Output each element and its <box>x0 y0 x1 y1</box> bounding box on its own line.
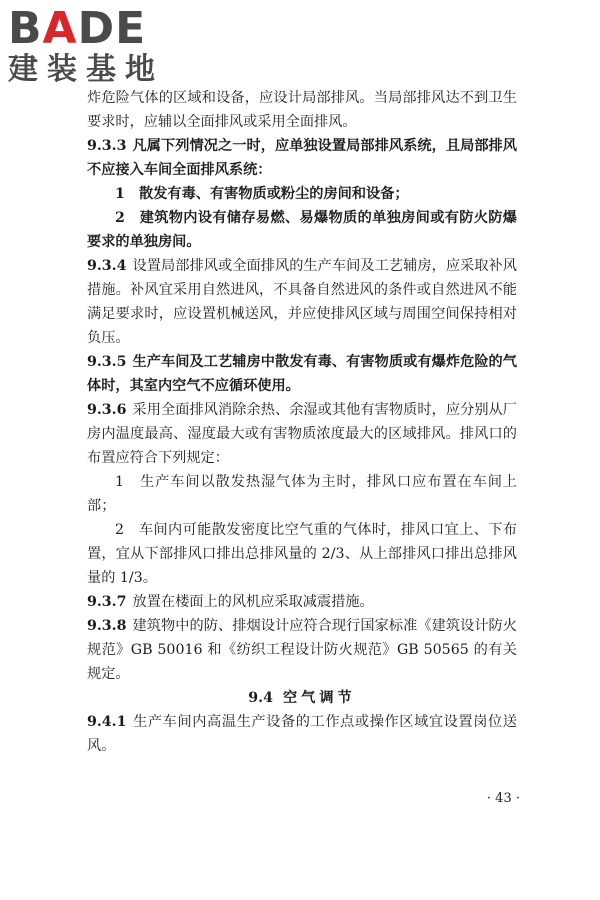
section-title-text: 空气调节 <box>282 690 356 706</box>
bade-logo <box>8 4 178 88</box>
logo-cjk-text: 建装基地 <box>8 52 164 87</box>
clause-9-3-6 <box>87 398 517 470</box>
clause-9-3-4 <box>87 254 517 350</box>
logo-letter-b: B <box>8 3 43 54</box>
continued-paragraph: 炸危险气体的区域和设备，应设计局部排风。当局部排风达不到卫生要求时，应辅以全面排风或采用全面排风。 <box>87 90 517 130</box>
clause-text: 建筑物中的防、排烟设计应符合现行国家标准《建筑设计防火规范》GB 50016 和《纺织工程设计防火规范》GB 50565 的有关规定。 <box>87 618 517 682</box>
clause-text: 放置在楼面上的风机应采取减震措施。 <box>132 594 374 610</box>
clause-number: 9.3.7 <box>87 594 127 610</box>
clause-9-4-1 <box>87 710 517 758</box>
clause-number: 9.3.4 <box>87 258 127 274</box>
clause-text: 凡属下列情况之一时，应单独设置局部排风系统，且局部排风不应接入车间全面排风系统： <box>87 138 517 178</box>
clause-number: 9.3.8 <box>87 618 127 634</box>
clause-number: 9.3.3 <box>87 138 127 154</box>
clause-text: 生产车间内高温生产设备的工作点或操作区域宜设置岗位送风。 <box>87 714 517 754</box>
section-number: 9.4 <box>248 690 273 706</box>
clause-9-3-8 <box>87 614 517 686</box>
clause-text: 采用全面排风消除余热、余湿或其他有害物质时，应分别从厂房内温度最高、湿度最大或有害物质浓度最大的区域排风。排风口的布置应符合下列规定： <box>87 402 517 466</box>
clause-9-3-3 <box>87 134 517 182</box>
logo-letter-a-accent: A <box>42 3 78 54</box>
clause-9-3-6-item-2: 2 车间内可能散发密度比空气重的气体时，排风口宜上、下布置，宜从下部排风口排出总排风量的 2/3、从上部排风口排出总排风量的 1/3。 <box>87 522 517 586</box>
clause-number: 9.3.6 <box>87 402 127 418</box>
logo-latin-text <box>8 4 178 54</box>
clause-text: 生产车间及工艺辅房中散发有毒、有害物质或有爆炸危险的气体时，其室内空气不应循环使用。 <box>87 354 517 394</box>
clause-number: 9.4.1 <box>87 714 127 730</box>
clause-number: 9.3.5 <box>87 354 127 370</box>
clause-9-3-3-item-2: 2 建筑物内设有储存易燃、易爆物质的单独房间或有防火防爆要求的单独房间。 <box>87 210 517 250</box>
clause-text: 设置局部排风或全面排风的生产车间及工艺辅房，应采取补风措施。补风宜采用自然进风，不具备自然进风的条件或自然进风不能满足要求时，应设置机械送风，并应使排风区域与周围空间保持相对负压。 <box>87 258 517 346</box>
section-heading-9-4 <box>87 686 517 710</box>
page-body <box>87 86 517 758</box>
clause-9-3-6-item-1: 1 生产车间以散发热湿气体为主时，排风口应布置在车间上部； <box>87 474 517 514</box>
clause-9-3-3-item-1: 1 散发有毒、有害物质或粉尘的房间和设备； <box>115 186 409 202</box>
clause-9-3-5 <box>87 350 517 398</box>
page-number: · 43 · <box>486 791 520 806</box>
logo-letters-de: DE <box>77 3 147 54</box>
clause-9-3-7 <box>87 590 517 614</box>
